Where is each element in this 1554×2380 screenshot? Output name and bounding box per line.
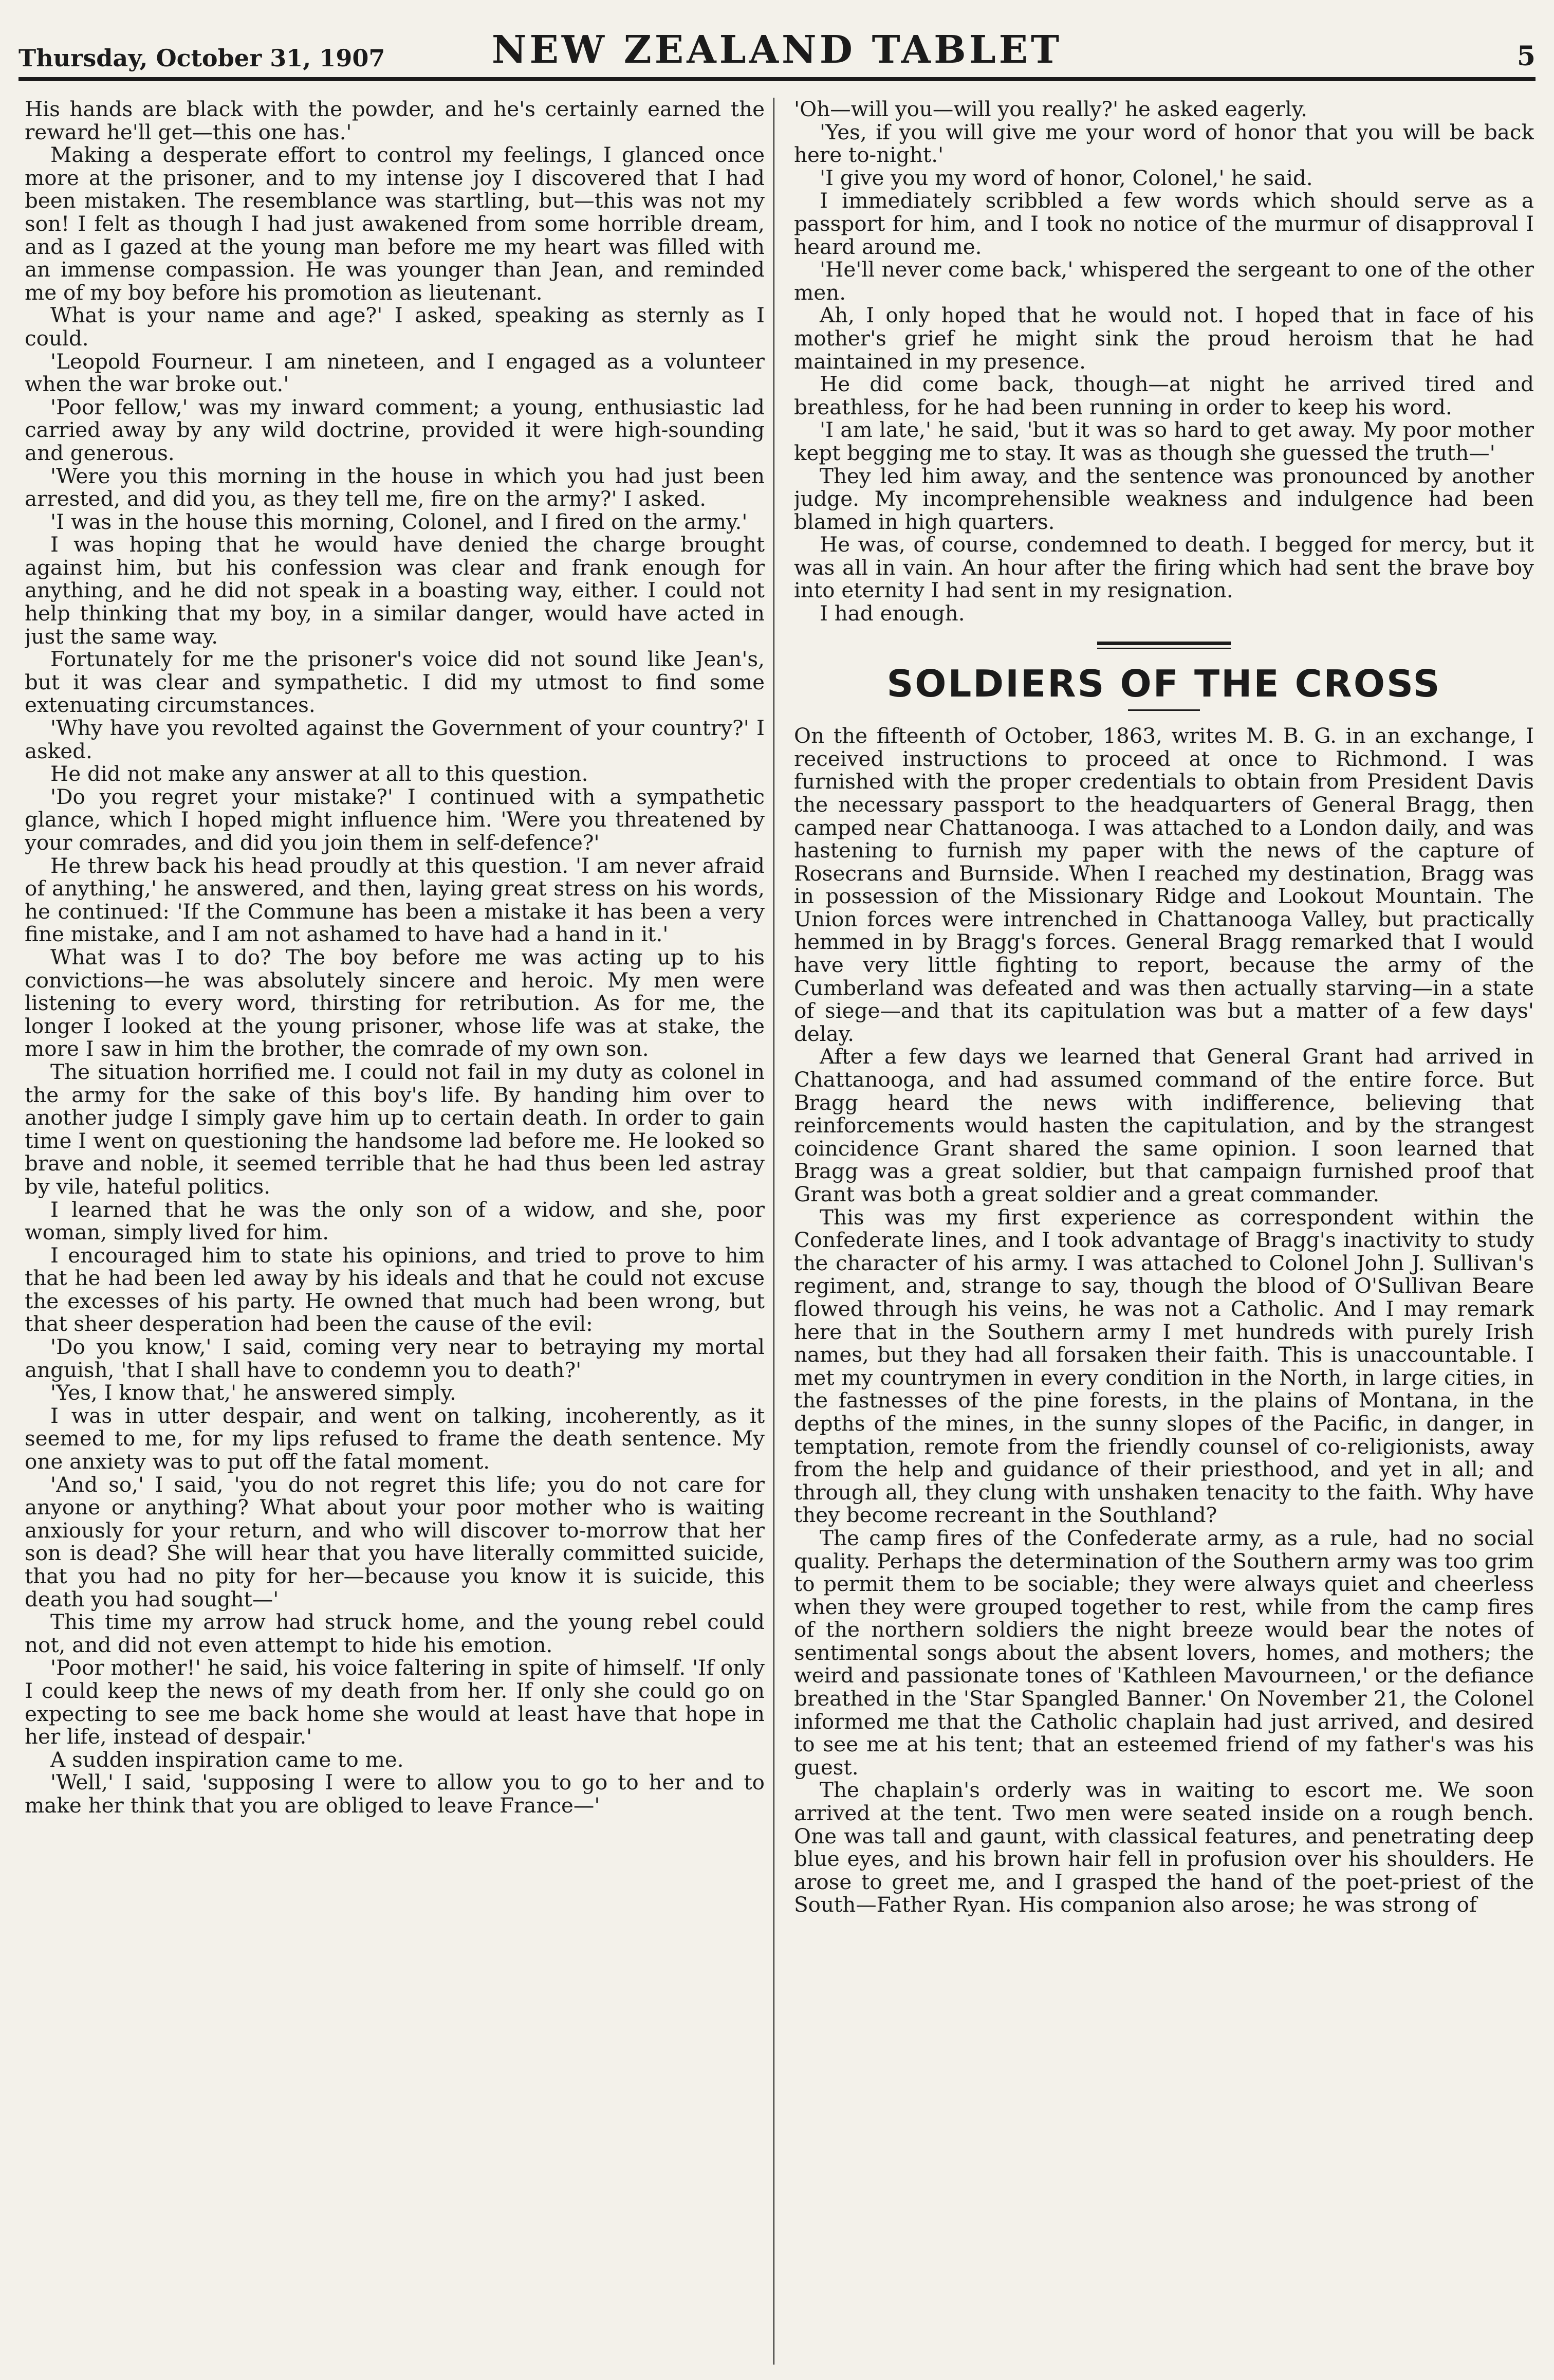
paragraph: He threw back his head proudly at this question. 'I am never afraid of anything,' he answered, and then, laying great stress on his words, he continued: 'If the Commune has been a mistake it has been a very fine mistake, and I am not ashamed to have had a hand in it.' [25, 853, 765, 947]
paragraph: 'Were you this morning in the house in which you had just been arrested, and did you, as they tell me, fire on the army?' I asked. [25, 463, 765, 511]
paragraph: The situation horrified me. I could not fail in my duty as colonel in the army for the sake of this boy's life. By handing him over to another judge I simply gave him up to certain death. In order to gain time I went on questioning the handsome lad before me. He looked so brave and noble, it seemed terrible that he had thus been led astray by vile, hateful politics. [25, 1059, 765, 1199]
section-heading: SOLDIERS OF THE CROSS [886, 662, 1441, 705]
paragraph: After a few days we learned that General Grant had arrived in Chattanooga, and had assumed command of the entire force. But Bragg heard the news with indifference, believing that reinforcements would hasten the capitulation, and by the strangest coincidence Grant shared the same opinion. I soon learned that Bragg was a great soldier, but that campaign furnished proof that Grant was both a great soldier and a great commander. [794, 1044, 1534, 1207]
paragraph: I learned that he was the only son of a widow, and she, poor woman, simply lived for him. [25, 1197, 765, 1245]
paragraph: What was I to do? The boy before me was acting up to his convictions—he was absolutely sincere and heroic. My men were listening to every word, thirsting for retribution. As for me, the longer I looked at the young prisoner, whose life was at stake, the more I saw in him the brother, the comrade of my own son. [25, 944, 765, 1061]
paragraph: This was my first experience as correspondent within the Confederate lines, and I took advantage of Bragg's inactivity to study the character of his army. I was attached to Colonel John J. Sullivan's regiment, and, strange to say, though the blood of O'Sullivan Beare flowed through his veins, he was not a Catholic. And I may remark here that in the Southern army I met hundreds with purely Irish names, but they had all forsaken their faith. This is unaccountable. I met my countrymen in every condition in the North, in large cities, in the fastnesses of the pine forests, in the plains of Montana, in the depths of the mines, in the sunny slopes of the Pacific, in danger, in temptation, remote from the friendly counsel of co-religionists, away from the help and guidance of their priesthood, and yet in all; and through all, they clung with unshaken tenacity to the faith. Why have they become recreant in the Southland? [794, 1204, 1534, 1528]
paragraph: I was in utter despair, and went on talking, incoherently, as it seemed to me, for my lips refused to frame the death sentence. My one anxiety was to put off the fatal moment. [25, 1403, 765, 1474]
paragraph: The camp fires of the Confederate army, as a rule, had no social quality. Perhaps the determination of the Southern army was too grim to permit them to be sociable; they were always quiet and cheerless when they were grouped together to rest, while from the camp fires of the northern soldiers the night breeze would bear the notes of sentimental songs about the absent lovers, homes, and mothers; the weird and passionate tones of 'Kathleen Mavourneen,' or the defiance breathed in the 'Star Spangled Banner.' On November 21, the Colonel informed me that the Catholic chaplain had just arrived, and desired to see me at his tent; that an esteemed friend of my father's was his guest. [794, 1525, 1534, 1780]
page-number: 5 [1516, 41, 1535, 72]
story-conclusion [794, 98, 1534, 625]
paragraph: A sudden inspiration came to me. [50, 1747, 404, 1772]
paragraph: 'Well,' I said, 'supposing I were to allow you to go to her and to make her think that you are obliged to leave France—' [25, 1770, 765, 1818]
paragraph: On the fifteenth of October, 1863, writes M. B. G. in an exchange, I received instructions to proceed at once to Richmond. I was furnished with the proper credentials to obtain from President Davis the necessary passport to the headquarters of General Bragg, then camped near Chattanooga. I was attached to a London daily, and was hastening to furnish my paper with the news of the capture of Rosecrans and Burnside. When I reached my destination, Bragg was in possession of the Missionary Ridge and Lookout Mountain. The Union forces were intrenched in Chattanooga Valley, but practically hemmed in by Bragg's forces. General Bragg remarked that I would have very little fighting to report, because the army of the Cumberland was defeated and was then actually starving—in a state of siege—and that its capitulation was but a matter of a few days' delay. [794, 723, 1534, 1046]
paragraph: I encouraged him to state his opinions, and tried to prove to him that he had been led away by his ideals and that he could not excuse the excesses of his party. He owned that much had been wrong, but that sheer desperation had been the cause of the evil: [25, 1242, 765, 1337]
section-separator-rule [1097, 642, 1231, 649]
paragraph: He was, of course, condemned to death. I begged for mercy, but it was all in vain. An hour after the firing which had sent the brave boy into eternity I had sent in my resignation. [794, 532, 1534, 603]
column-divider [773, 98, 774, 2365]
paragraph: I immediately scribbled a few words which should serve as a passport for him, and I took no notice of the murmur of disapproval I heard around me. [794, 188, 1534, 259]
left-column [25, 98, 765, 2365]
newspaper-title: NEW ZEALAND TABLET [491, 28, 1063, 72]
paragraph: What is your name and age?' I asked, speaking as sternly as I could. [25, 303, 765, 351]
paragraph: He did come back, though—at night he arrived tired and breathless, for he had been running in order to keep his word. [794, 372, 1534, 419]
paragraph: The chaplain's orderly was in waiting to escort me. We soon arrived at the tent. Two men were seated inside on a rough bench. One was tall and gaunt, with classical features, and penetrating deep blue eyes, and his brown hair fell in profusion over his shoulders. He arose to greet me, and I grasped the hand of the poet-priest of the South—Father Ryan. His companion also arose; he was strong of [794, 1778, 1534, 1917]
masthead-rule [18, 78, 1535, 79]
paragraph: Ah, I only hoped that he would not. I hoped that in face of his mother's grief he might sink the proud heroism that he had maintained in my presence. [794, 303, 1534, 374]
paragraph: 'He'll never come back,' whispered the sergeant to one of the other men. [794, 257, 1534, 305]
masthead [18, 15, 1535, 81]
paragraph: 'Leopold Fourneur. I am nineteen, and I engaged as a volunteer when the war broke out.' [25, 349, 765, 397]
paragraph: 'And so,' I said, 'you do not regret this life; you do not care for anyone or anything? What about your poor mother who is waiting anxiously for your return, and who will discover to-morrow that her son is dead? She will hear that you have literally committed suicide, that you had no pity for her—because you know it is suicide, this death you had sought—' [25, 1472, 765, 1612]
paragraph: 'Oh—will you—will you really?' he asked eagerly. [794, 98, 1307, 121]
paragraph: Making a desperate effort to control my feelings, I glanced once more at the prisoner, and to my intense joy I discovered that I had been mistaken. The resemblance was startling, but—this was not my son! I felt as though I had just awakened from some horrible dream, and as I gazed at the young man before me my heart was filled with an immense compassion. He was younger than Jean, and reminded me of my boy before his promotion as lieutenant. [25, 142, 765, 305]
paragraph: His hands are black with the powder, and he's certainly earned the reward he'll get—this one has.' [25, 98, 765, 144]
paragraph: 'Poor fellow,' was my inward comment; a young, enthusiastic lad carried away by any wild doctrine, provided it were high-sounding and generous. [25, 394, 765, 465]
right-column [794, 98, 1534, 2365]
paragraph: 'Yes, if you will give me your word of honor that you will be back here to-night.' [794, 119, 1534, 168]
paragraph: I had enough. [820, 601, 965, 626]
paragraph: I was hoping that he would have denied the charge brought against him, but his confession was clear and frank enough for anything, and he did not speak in a boasting way, either. I could not help thinking that my boy, in a similar danger, would have acted in just the same way. [25, 532, 765, 649]
soldiers-of-the-cross-article [794, 724, 1534, 1916]
paragraph: This time my arrow had struck home, and the young rebel could not, and did not even attempt to hide his emotion. [25, 1609, 765, 1657]
paragraph: 'Do you regret your mistake?' I continued with a sympathetic glance, which I hoped might influence him. 'Were you threatened by your comrades, and did you join them in self-defence?' [25, 784, 765, 855]
paragraph: They led him away, and the sentence was pronounced by another judge. My incomprehensible weakness and indulgence had been blamed in high quarters. [794, 463, 1534, 534]
paragraph: 'Yes, I know that,' he answered simply. [50, 1380, 456, 1405]
paragraph: He did not make any answer at all to this question. [50, 761, 588, 786]
paragraph: 'I was in the house this morning, Colonel, and I fired on the army.' [50, 509, 748, 534]
paragraph: 'I give you my word of honor, Colonel,' he said. [820, 165, 1313, 190]
paragraph: 'Do you know,' I said, coming very near to betraying my mortal anguish, 'that I shall have to condemn you to death?' [25, 1334, 765, 1382]
paragraph: 'Why have you revolted against the Government of your country?' I asked. [25, 716, 765, 763]
paragraph: 'I am late,' he said, 'but it was so hard to get away. My poor mother kept begging me to stay. It was as though she guessed the truth—' [794, 417, 1534, 465]
issue-date: Thursday, October 31, 1907 [18, 44, 385, 72]
heading-underline [1128, 709, 1200, 711]
paragraph: 'Poor mother!' he said, his voice faltering in spite of himself. 'If only I could keep the news of my death from her. If only she could go on expecting to see me back home she would at least have that hope in her life, instead of despair.' [25, 1655, 765, 1749]
paragraph: Fortunately for me the prisoner's voice did not sound like Jean's, but it was clear and sympathetic. I did my utmost to find some extenuating circumstances. [25, 647, 765, 718]
